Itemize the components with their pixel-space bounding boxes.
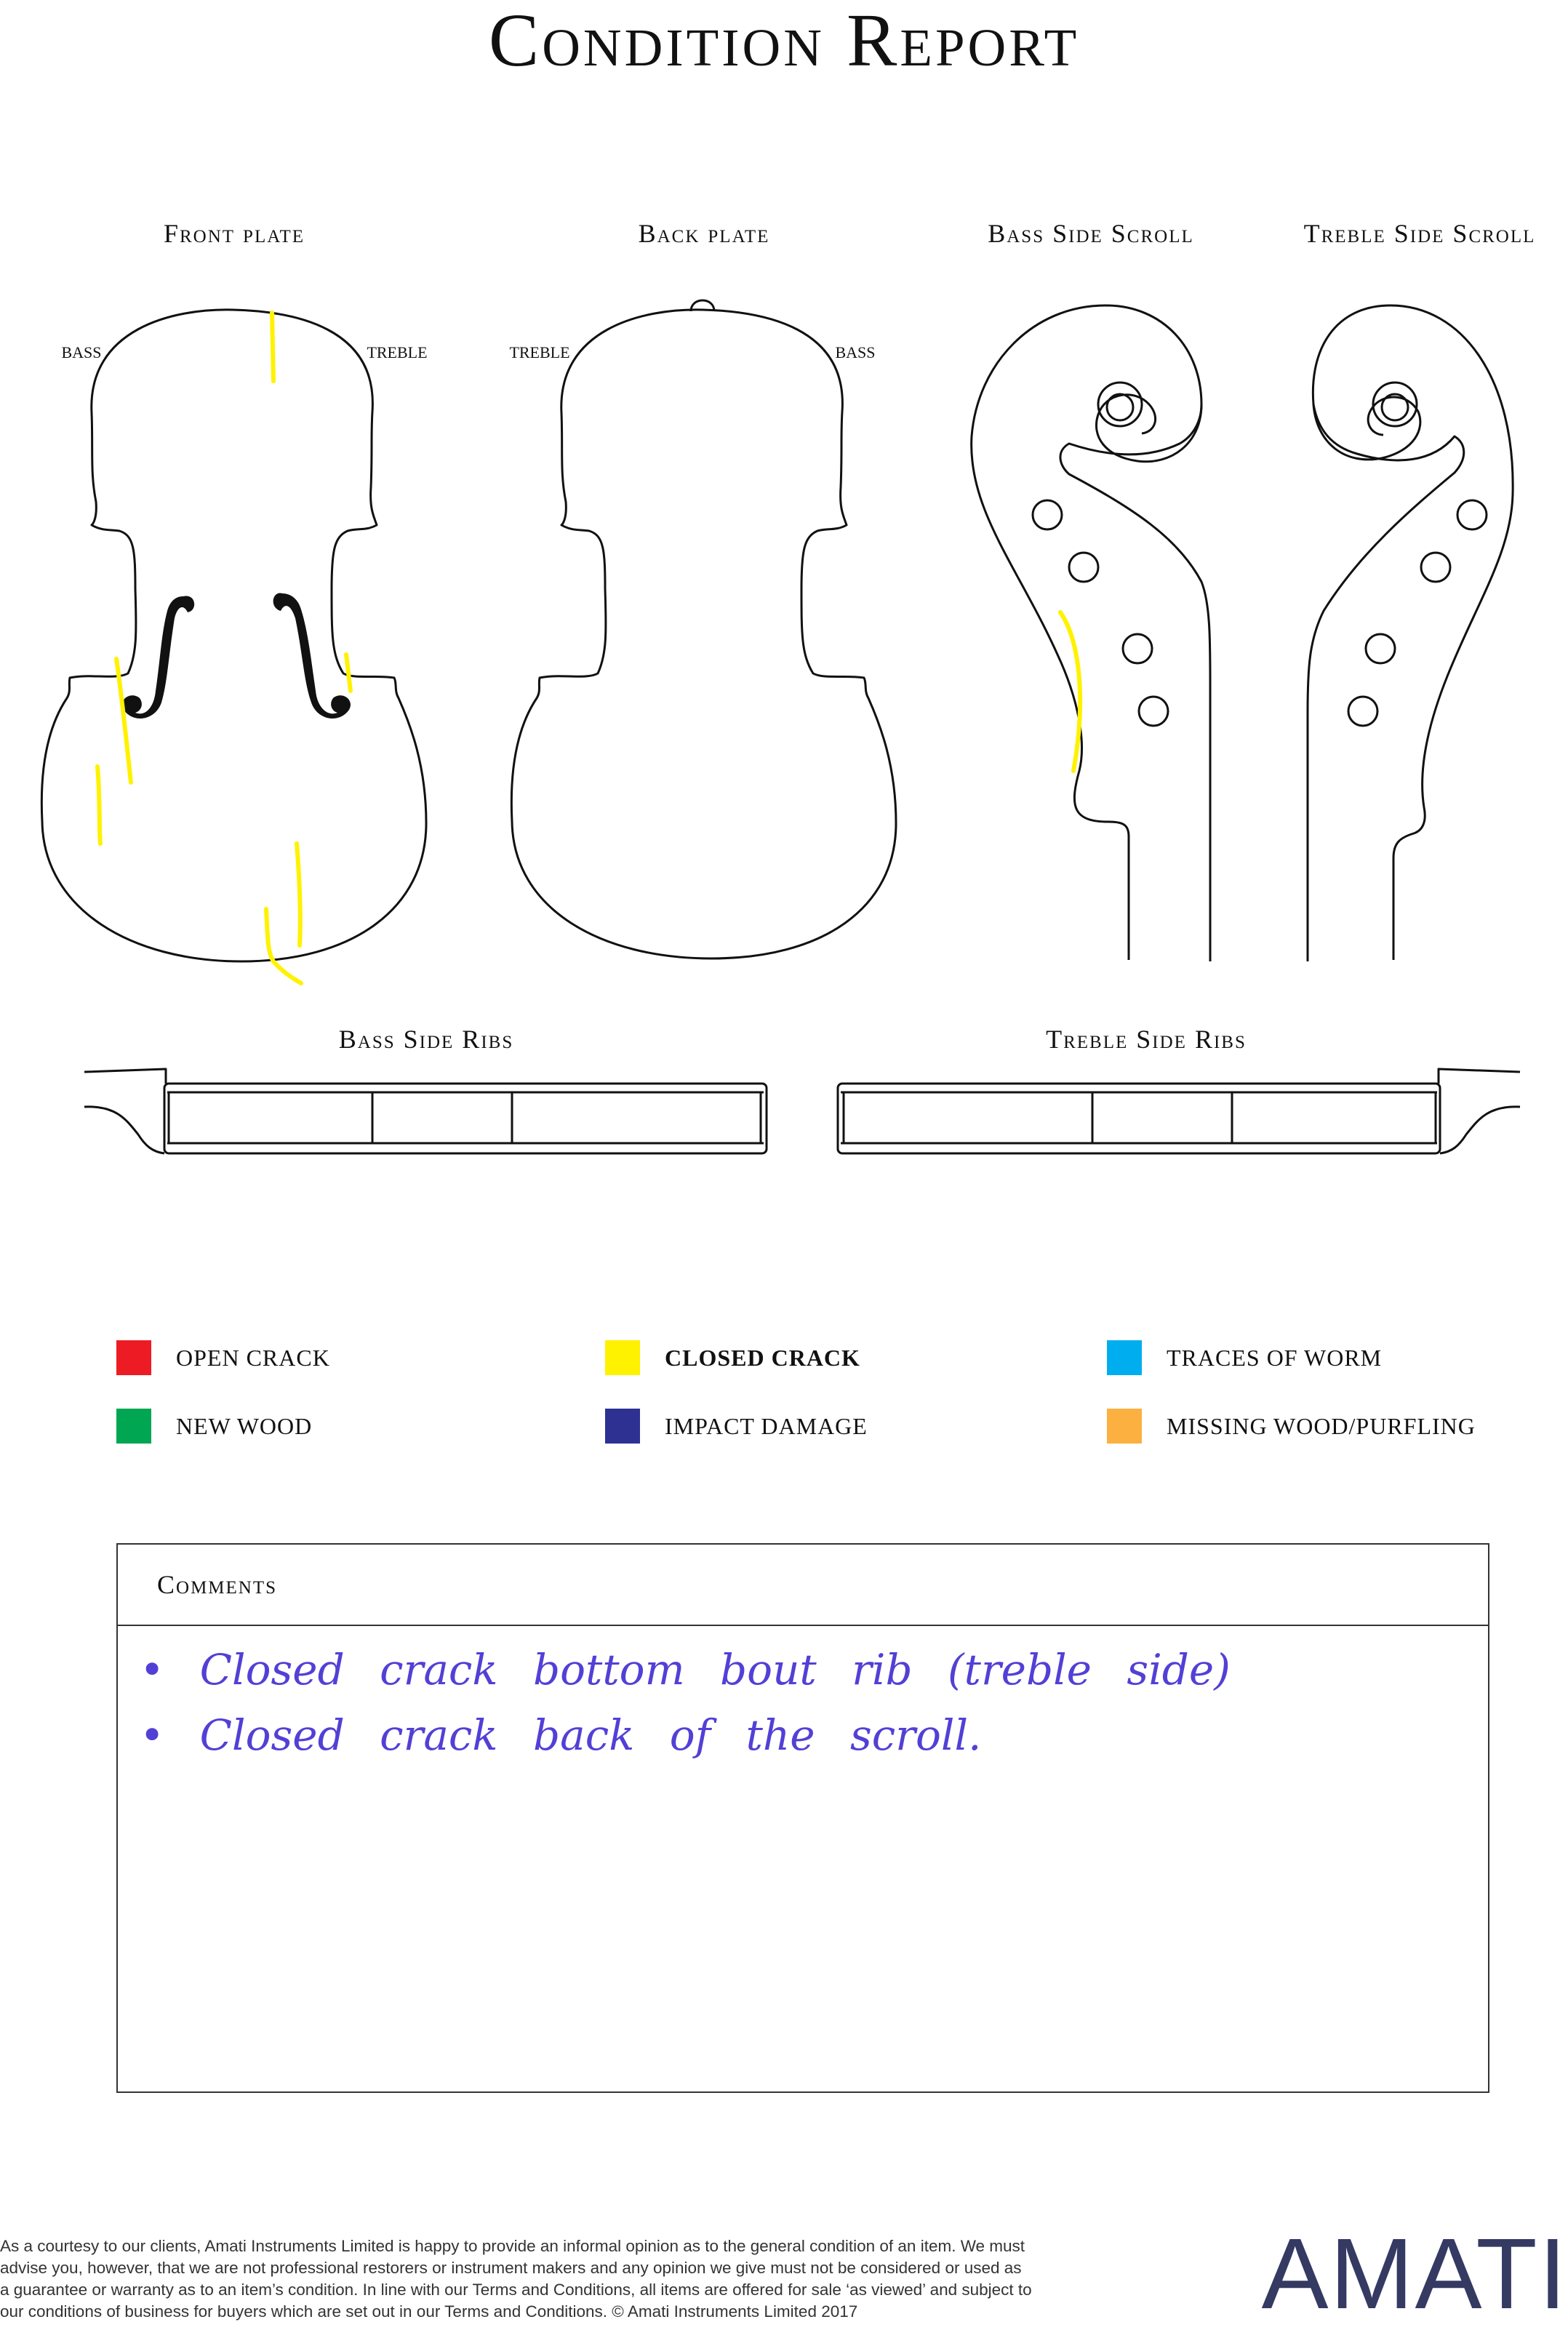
front-plate-label: Front plate — [163, 219, 305, 248]
legend-item-missing-wood — [1107, 1408, 1476, 1444]
treble-scroll-label: Treble Side Scroll — [1303, 219, 1536, 248]
comment-line-1: • Closed crack bottom bout rib (treble side) — [140, 1645, 1231, 1694]
legend-label: TRACES OF WORM — [1167, 1344, 1383, 1371]
treble-f-hole — [273, 593, 351, 718]
legend-swatch-open-crack — [116, 1340, 151, 1375]
legend-swatch-new-wood — [116, 1409, 151, 1444]
back-treble-label: TREBLE — [509, 343, 570, 361]
legend-label: MISSING WOOD/PURFLING — [1167, 1412, 1476, 1439]
legend-swatch-closed-crack — [605, 1340, 640, 1375]
legend-label: CLOSED CRACK — [665, 1344, 860, 1371]
legend-label: IMPACT DAMAGE — [665, 1412, 868, 1439]
disclaimer-line: our conditions of business for buyers which are set out in our Terms and Conditions. © Amati Instruments Limited 2017 — [0, 2302, 858, 2321]
crack-front-treble-wing — [346, 654, 351, 691]
legend-item-impact-damage — [605, 1408, 868, 1444]
page-title: Condition Report — [488, 0, 1080, 82]
front-bass-label: BASS — [61, 343, 102, 361]
legend-swatch-traces-of-worm — [1107, 1340, 1142, 1375]
disclaimer — [0, 2235, 1164, 2323]
front-plate-outline — [41, 310, 426, 961]
comment-line-2: • Closed crack back of the scroll. — [140, 1710, 982, 1760]
legend-item-closed-crack — [605, 1340, 860, 1376]
disclaimer-line: advise you, however, that we are not professional restorers or instrument makers and any opinion we give must not be considered or used as — [0, 2259, 1022, 2277]
back-plate-label: Back plate — [638, 219, 770, 248]
comments-box — [116, 1543, 1489, 2093]
treble-side-ribs — [838, 1069, 1520, 1153]
crack-scroll-back — [1060, 612, 1080, 771]
crack-front-upper — [272, 313, 273, 381]
legend-item-open-crack — [116, 1340, 330, 1376]
back-plate-outline — [511, 310, 896, 958]
treble-ribs-label: Treble Side Ribs — [1046, 1025, 1247, 1054]
bass-side-scroll — [972, 305, 1210, 961]
disclaimer-line: As a courtesy to our clients, Amati Instruments Limited is happy to provide an informal opinion as to the general condition of an item. We must — [0, 2237, 1025, 2255]
front-treble-label: TREBLE — [367, 343, 428, 361]
crack-front-bass-lower — [116, 659, 131, 782]
bass-scroll-label: Bass Side Scroll — [988, 219, 1194, 248]
legend-item-new-wood — [116, 1408, 312, 1444]
disclaimer-line: a guarantee or warranty as to an item’s condition. In line with our Terms and Conditions, all items are offered for sale ‘as viewed’ and subject to — [0, 2281, 1032, 2299]
amati-logo: AMATI — [1261, 2218, 1568, 2330]
treble-side-scroll — [1308, 305, 1513, 961]
f-holes — [122, 593, 351, 718]
crack-front-bass-wing — [97, 766, 100, 844]
bass-side-ribs — [84, 1069, 767, 1153]
legend-item-traces-of-worm — [1107, 1340, 1382, 1376]
legend-swatch-impact-damage — [605, 1409, 640, 1444]
legend-swatch-missing-wood — [1107, 1409, 1142, 1444]
crack-front-bottom — [297, 844, 300, 945]
crack-front-bottom-2 — [266, 909, 301, 983]
bass-ribs-label: Bass Side Ribs — [338, 1025, 514, 1054]
legend-label: NEW WOOD — [176, 1412, 313, 1439]
closed-crack-markings — [97, 313, 1080, 983]
back-bass-label: BASS — [835, 343, 876, 361]
legend-label: OPEN CRACK — [176, 1344, 330, 1371]
comments-heading: Comments — [118, 1545, 1488, 1626]
